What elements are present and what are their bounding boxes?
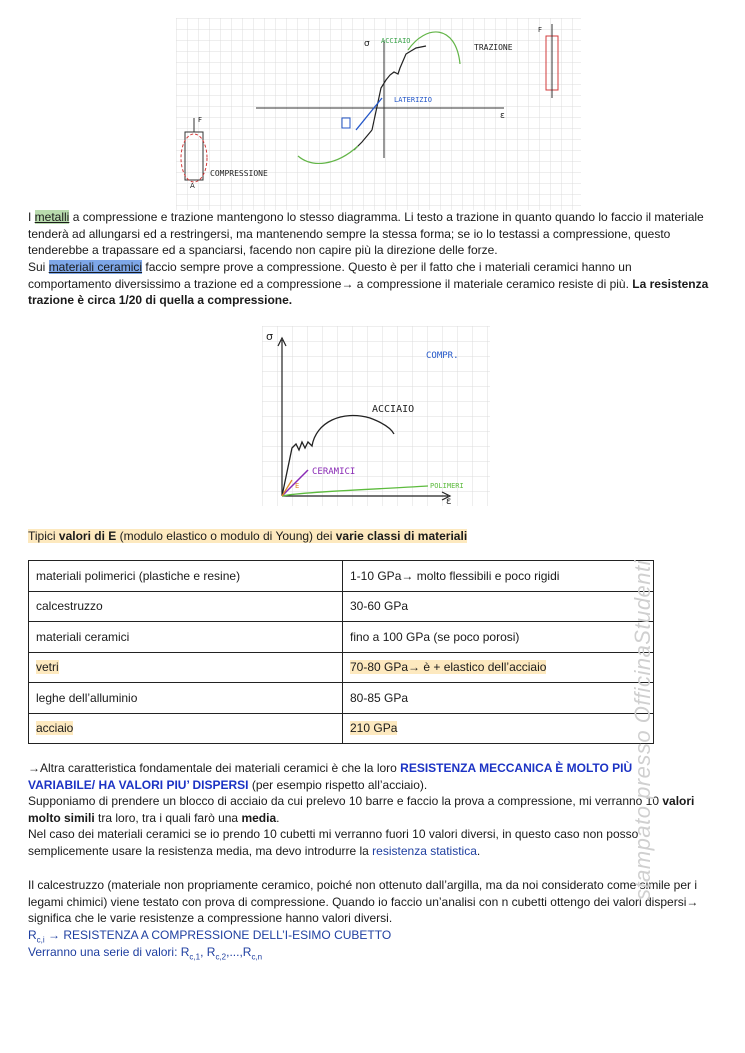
highlighted-text: 70-80 GPa→ è + elastico dell’acciaio bbox=[350, 660, 547, 675]
subscript: c,n bbox=[251, 952, 263, 962]
text: , R bbox=[200, 945, 216, 959]
series-line bbox=[28, 944, 262, 966]
text: R bbox=[28, 928, 37, 942]
acciaio-label: ACCIAIO bbox=[372, 404, 415, 415]
title-part: varie classi di materiali bbox=[335, 529, 468, 543]
paragraph-ceramics bbox=[28, 259, 718, 309]
table-row bbox=[29, 713, 654, 744]
e-label: E bbox=[295, 482, 300, 490]
table-title bbox=[28, 528, 467, 545]
watermark-text: stampato presso OfficinaStudenti bbox=[630, 559, 655, 901]
material-cell bbox=[29, 713, 343, 744]
ceramici-highlight: materiali ceramici bbox=[48, 260, 143, 274]
text: Verranno una serie di valori: R bbox=[28, 945, 190, 959]
emphasis: RESISTENZA MECCANICA È MOLTO PIÙ VARIABILE/ HA VALORI PIU’ DISPERSI bbox=[28, 761, 633, 792]
title-part: (modulo elastico o modulo di Young) dei bbox=[116, 529, 336, 543]
subscript: c,i bbox=[36, 935, 45, 945]
paragraph-metals bbox=[28, 209, 718, 259]
compr-label: COMPR. bbox=[426, 351, 459, 361]
value-cell: 30-60 GPa bbox=[343, 591, 654, 622]
text: (per esempio rispetto all’acciaio). bbox=[248, 777, 428, 792]
title-part: Tipici bbox=[28, 529, 59, 543]
table-row bbox=[29, 591, 654, 622]
acciaio-label: ACCIAIO bbox=[381, 37, 411, 45]
bold-statement: La resistenza trazione è circa 1/20 di quella a compressione. bbox=[28, 276, 709, 307]
laterizio-label: LATERIZIO bbox=[394, 96, 432, 104]
grid-background bbox=[176, 18, 581, 210]
area-label: A bbox=[190, 182, 195, 190]
text: . bbox=[276, 810, 280, 825]
statistical-resistance-term: resistenza statistica bbox=[372, 843, 477, 858]
material-cell: materiali polimerici (plastiche e resine) bbox=[29, 561, 343, 592]
table-row bbox=[29, 652, 654, 683]
text: →Altra caratteristica fondamentale dei materiali ceramici è che la loro bbox=[28, 761, 401, 775]
material-cell: leghe dell’alluminio bbox=[29, 683, 343, 714]
text: → RESISTENZA A COMPRESSIONE DELL’I-ESIMO CUBETTO bbox=[44, 928, 392, 942]
sigma-label: σ bbox=[266, 330, 273, 343]
paragraph-dispersion bbox=[28, 760, 688, 793]
text: tra loro, tra i quali farò una bbox=[94, 810, 242, 825]
value-cell: 1-10 GPa→ molto flessibili e poco rigidi bbox=[343, 561, 654, 592]
material-cell: materiali ceramici bbox=[29, 622, 343, 653]
subscript: c,2 bbox=[215, 952, 227, 962]
bold-text: valori molto simili bbox=[28, 794, 695, 825]
ceramici-label: CERAMICI bbox=[312, 467, 356, 477]
paragraph-ceramic-example bbox=[28, 826, 700, 859]
material-cell bbox=[29, 652, 343, 683]
stress-strain-sketch-classes bbox=[262, 326, 490, 506]
text: ,...,R bbox=[226, 945, 252, 959]
text: Nel caso dei materiali ceramici se io prendo 10 cubetti mi verranno fuori 10 valori diversi, in questo caso non posso semplicemente usare la resistenza media, ma devo introdurre la bbox=[28, 827, 639, 858]
elastic-modulus-table bbox=[28, 560, 654, 744]
value-cell bbox=[343, 713, 654, 744]
paragraph-concrete bbox=[28, 877, 718, 927]
subscript: c,1 bbox=[189, 952, 201, 962]
epsilon-label: ε bbox=[446, 496, 452, 506]
highlighted-text: acciaio bbox=[36, 721, 74, 736]
text: Sui bbox=[28, 260, 49, 274]
text: a compressione e trazione mantengono lo stesso diagramma. Li testo a trazione in quanto quando lo faccio il materiale tenderà ad allungarsi ed a restringersi, ma mantenendo sempre la stessa forma; se io lo testassi a compressione, questo tenderebbe a trapassare ed a spanciarsi, facendo non capire più la direzione delle forze. bbox=[28, 210, 704, 257]
text: Supponiamo di prendere un blocco di acciaio da cui prelevo 10 barre e faccio la prova a compressione, mi verranno 10 bbox=[28, 794, 663, 808]
value-cell: 80-85 GPa bbox=[343, 683, 654, 714]
text: . bbox=[476, 843, 481, 858]
title-part: valori di E bbox=[58, 529, 117, 543]
compressione-label: COMPRESSIONE bbox=[210, 169, 268, 178]
trazione-label: TRAZIONE bbox=[474, 43, 513, 52]
highlighted-text: vetri bbox=[36, 660, 59, 675]
epsilon-label: ε bbox=[500, 111, 505, 121]
force-label-left: F bbox=[198, 116, 203, 124]
paragraph-steel-example bbox=[28, 793, 698, 826]
watermark bbox=[628, 540, 658, 920]
stress-strain-sketch-metals bbox=[176, 18, 581, 210]
metalli-highlight: metalli bbox=[34, 210, 70, 224]
polimeri-label: POLIMERI bbox=[430, 482, 464, 490]
force-label-top: F bbox=[538, 26, 543, 34]
value-cell bbox=[343, 652, 654, 683]
material-cell: calcestruzzo bbox=[29, 591, 343, 622]
bold-text: media bbox=[241, 810, 277, 825]
table-row bbox=[29, 561, 654, 592]
table-row bbox=[29, 622, 654, 653]
highlighted-text: 210 GPa bbox=[350, 721, 398, 736]
table-row bbox=[29, 683, 654, 714]
text: I bbox=[28, 210, 35, 224]
sigma-label: σ bbox=[364, 39, 370, 49]
text: faccio sempre prove a compressione. Questo è per il fatto che i materiali ceramici hanno un comportamento diversissimo a trazione ed a compressione→ a compressione il materiale ceramico resiste di più. bbox=[28, 260, 633, 291]
text: Il calcestruzzo (materiale non propriamente ceramico, poiché non ottenuto dall’argilla, ma da noi considerato come simile per i legami chimici) viene testato con prova di compressione. Quando io faccio un’analisi con n cubetti ottengo dei valori dispersi→ significa che le varie resistenze a compressione hanno valori diversi. bbox=[28, 878, 699, 925]
value-cell: fino a 100 GPa (se poco porosi) bbox=[343, 622, 654, 653]
